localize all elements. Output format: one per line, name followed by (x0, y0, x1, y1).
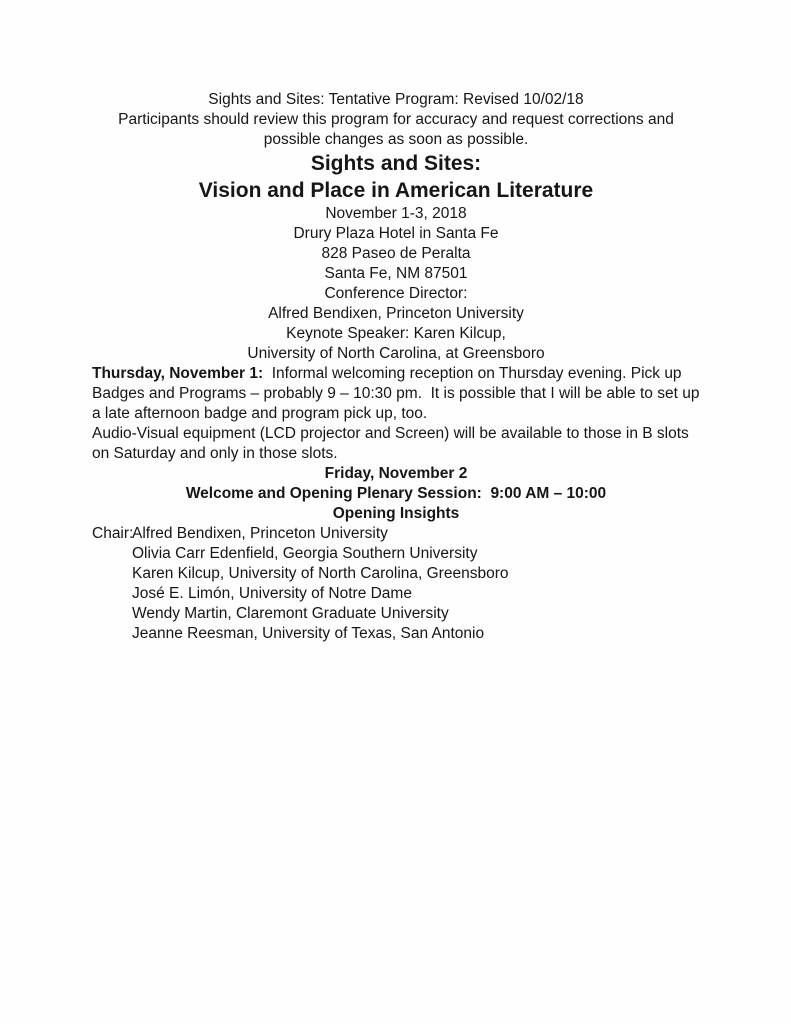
venue-city: Santa Fe, NM 87501 (324, 265, 468, 282)
panel-chair-row (92, 524, 700, 544)
conference-dates: November 1-3, 2018 (325, 205, 467, 222)
audio-visual-note: Audio-Visual equipment (LCD projector and Screen) will be available to those in B slots on Saturday and only in those slots. (92, 425, 694, 462)
thursday-description: Informal welcoming reception on Thursday evening. Pick up Badges and Programs – probably 9 – 10:30 pm. It is possible that I will be able to set up a late afternoon badge and program pick up, too. (92, 365, 704, 422)
panel-participant: Olivia Carr Edenfield, Georgia Southern University (132, 545, 478, 562)
keynote-speaker-block (92, 324, 700, 364)
conference-director-name: Alfred Bendixen, Princeton University (268, 305, 524, 322)
venue-name: Drury Plaza Hotel in Santa Fe (293, 225, 499, 242)
review-notice-line-2: possible changes as soon as possible. (263, 131, 529, 148)
plenary-session-line: Welcome and Opening Plenary Session: 9:00 AM – 10:00 (185, 485, 607, 502)
review-notice-line-1: Participants should review this program for accuracy and request corrections and (118, 111, 674, 128)
conference-title (92, 150, 700, 204)
thursday-date-label: Thursday, November 1: (92, 365, 264, 382)
conference-title-line-1: Sights and Sites: (310, 152, 482, 175)
conference-director-block (92, 284, 700, 324)
venue-street: 828 Paseo de Peralta (321, 245, 471, 262)
chair-name: Alfred Bendixen, Princeton University (132, 525, 388, 542)
panel-participant: Jeanne Reesman, University of Texas, San Antonio (132, 625, 485, 642)
conference-director-label: Conference Director: (324, 285, 468, 302)
session-title: Opening Insights (332, 505, 460, 522)
venue-block (92, 224, 700, 284)
friday-heading: Friday, November 2 (324, 465, 468, 482)
panel-participant: José E. Limón, University of Notre Dame (132, 585, 412, 602)
review-notice (92, 110, 700, 150)
thursday-paragraph (92, 364, 704, 424)
keynote-speaker-line-2: University of North Carolina, at Greensboro (247, 345, 545, 362)
panel-participant: Karen Kilcup, University of North Carolina, Greensboro (132, 565, 509, 582)
chair-label: Chair: (92, 525, 134, 542)
panel-participant: Wendy Martin, Claremont Graduate University (132, 605, 449, 622)
conference-title-line-2: Vision and Place in American Literature (198, 179, 594, 202)
revision-line: Sights and Sites: Tentative Program: Revised 10/02/18 (208, 91, 584, 108)
keynote-speaker-line-1: Keynote Speaker: Karen Kilcup, (286, 325, 506, 342)
